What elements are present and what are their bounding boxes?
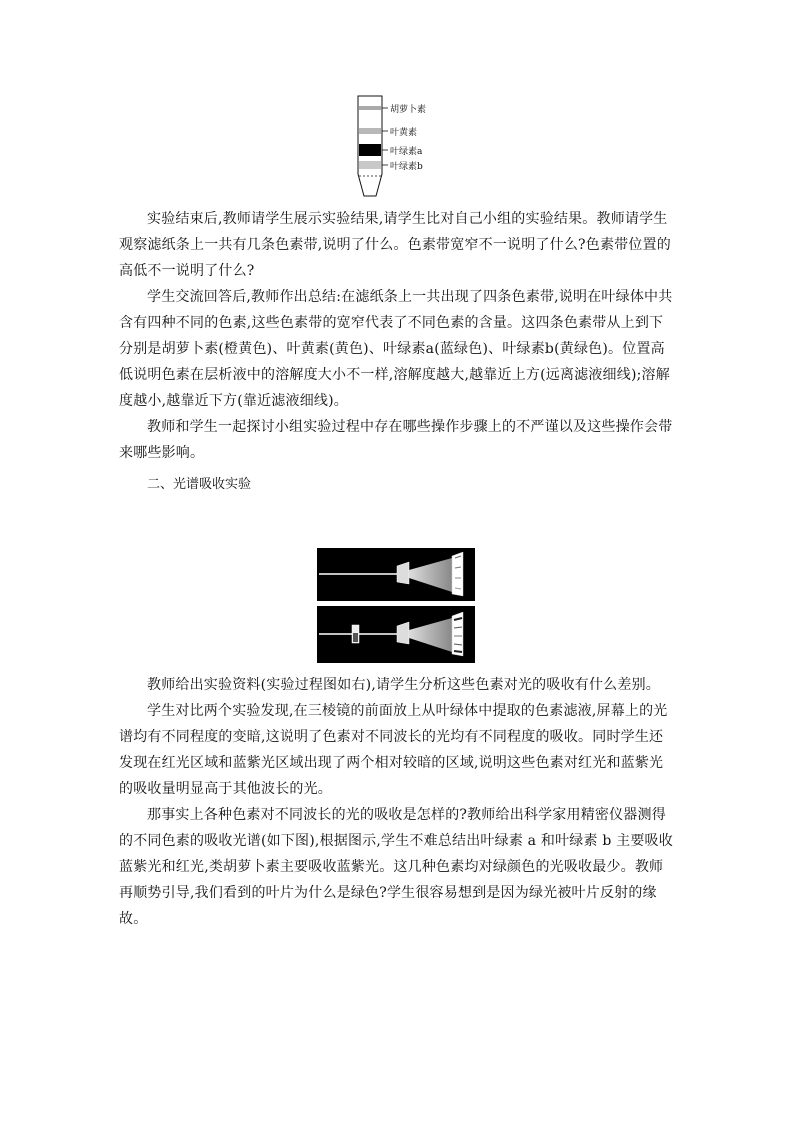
band-label: 叶绿素a xyxy=(390,147,423,157)
band-xanthophyll xyxy=(359,128,381,134)
section-heading: 二、光谱吸收实验 xyxy=(147,477,252,492)
prism-spectrum-figure xyxy=(317,548,475,663)
body-text-block-1 xyxy=(119,206,675,498)
body-text-block-2 xyxy=(119,672,675,932)
paragraph: 教师给出实验资料(实验过程图如右),请学生分析这些色素对光的吸收有什么差别。 xyxy=(147,677,660,693)
paragraph: 教师和学生一起探讨小组实验过程中存在哪些操作步骤上的不严谨以及这些操作会带来哪些影响。 xyxy=(119,419,673,461)
band-chlorophyll-b xyxy=(359,161,381,169)
paragraph: 学生对比两个实验发现,在三棱镜的前面放上从叶绿体中提取的色素滤液,屏幕上的光谱均有不同程度的变暗,这说明了色素对不同波长的光均有不同程度的吸收。同时学生还发现在红光区域和蓝紫光区域出现了两个相对较暗的区域,说明这些色素对红光和蓝紫光的吸收量明显高于其他波长的光。 xyxy=(119,703,668,797)
band-label: 胡萝卜素 xyxy=(390,105,427,115)
paragraph: 实验结束后,教师请学生展示实验结果,请学生比对自己小组的实验结果。教师请学生观察滤纸条上一共有几条色素带,说明了什么。色素带宽窄不一说明了什么?色素带位置的高低不一说明了什么? xyxy=(119,211,671,279)
band-carotene xyxy=(359,106,381,110)
paragraph: 那事实上各种色素对不同波长的光的吸收是怎样的?教师给出科学家用精密仪器测得的不同色素的吸收光谱(如下图),根据图示,学生不难总结出叶绿素 a 和叶绿素 b 主要吸收蓝紫光和红光,类胡萝卜素主要吸收蓝紫光。这几种色素均对绿颜色的光吸收最少。教师再顺势引导,我们看到的叶片为什么是绿色?学生很容易想到是因为绿光被叶片反射的缘故。 xyxy=(119,807,673,927)
band-chlorophyll-a xyxy=(359,144,381,156)
band-label: 叶绿素b xyxy=(390,162,423,172)
chromatography-strip-figure xyxy=(340,92,460,200)
paragraph: 学生交流回答后,教师作出总结:在滤纸条上一共出现了四条色素带,说明在叶绿体中共含有四种不同的色素,这些色素带的宽窄代表了不同色素的含量。这四条色素带从上到下分别是胡萝卜素(橙黄色)、叶黄素(黄色)、叶绿素a(蓝绿色)、叶绿素b(黄绿色)。位置高低说明色素在层析液中的溶解度大小不一样,溶解度越大,越靠近上方(远离滤液细线);溶解度越小,越靠近下方(靠近滤液细线)。 xyxy=(119,289,673,409)
band-label: 叶黄素 xyxy=(390,128,418,138)
